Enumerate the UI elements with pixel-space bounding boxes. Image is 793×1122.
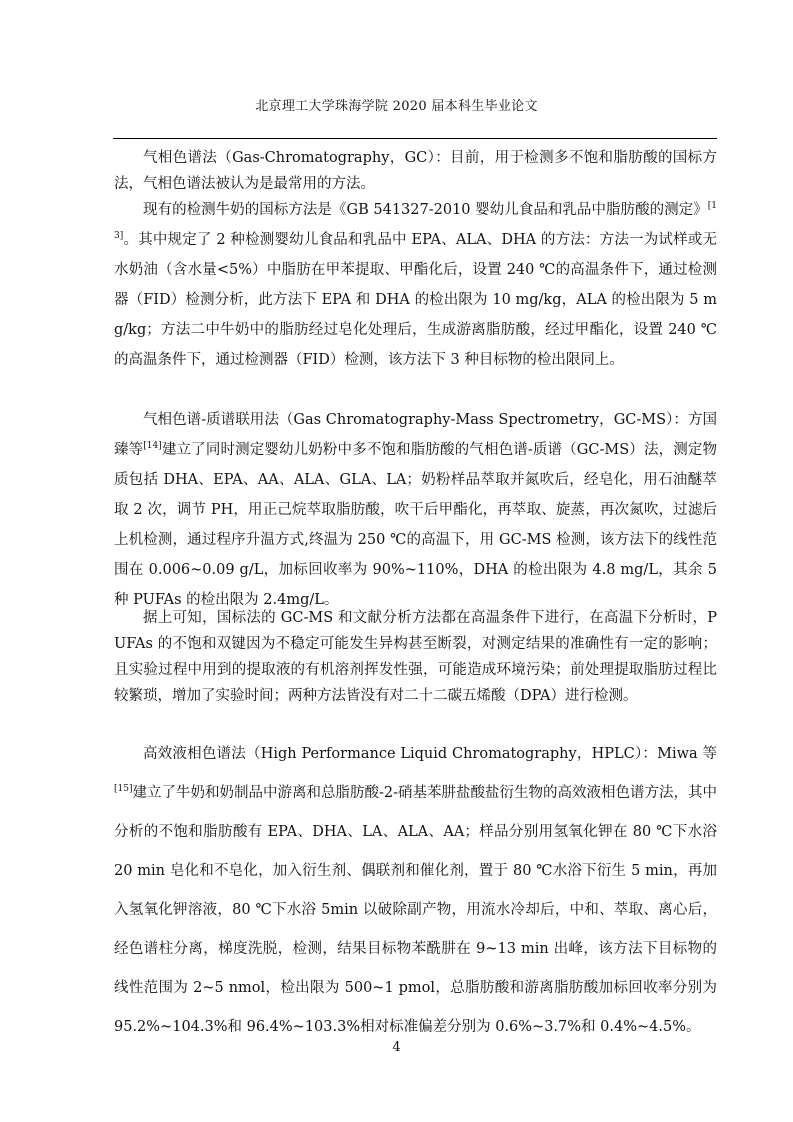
paragraph-hplc-method <box>114 735 717 1047</box>
paragraph-text-b: 。其中规定了 2 种检测婴幼儿食品和乳品中 EPA、ALA、DHA 的方法：方法一为试样或无水奶油（含水量<5%）中脂肪在甲苯提取、甲酯化后，设置 240 ℃的高温条件下，通过检测器（FID）检测分析，此方法下 EPA 和 DHA 的检出限为 10 mg/kg，ALA 的检出限为 5 mg/kg；方法二中牛奶中的脂肪经过皂化处理后，生成游离脂肪酸，经过甲酯化，设置 240 ℃的高温条件下，通过检测器（FID）检测，该方法下 3 种目标物的检出限同上。 <box>114 232 717 368</box>
citation-ref: [13] <box>114 201 717 242</box>
paragraph-gc-ms-method <box>114 405 717 615</box>
citation-ref: [15] <box>114 784 133 795</box>
running-header: 北京理工大学珠海学院 2020 届本科生毕业论文 <box>255 99 538 114</box>
paragraph-gc-method: 气相色谱法（Gas-Chromatography，GC）：目前，用于检测多不饱和脂肪酸的国标方法，气相色谱法被认为是最常用的方法。 <box>114 150 717 192</box>
page-number: 4 <box>392 1040 401 1055</box>
paragraph-analysis-summary: 据上可知，国标法的 GC-MS 和文献分析方法都在高温条件下进行，在高温下分析时，PUFAs 的不饱和双键因为不稳定可能发生异构甚至断裂，对测定结果的准确性有一定的影响；且实验过程中用到的提取液的有机溶剂挥发性强，可能造成环境污染；前处理提取脂肪过程比较繁琐，增加了实验时间；两种方法皆没有对二十二碳五烯酸（DPA）进行检测。 <box>114 610 717 704</box>
header-rule <box>113 138 717 139</box>
citation-ref: [14] <box>143 441 162 452</box>
paragraph-text-a: 气相色谱-质谱联用法（Gas Chromatography-Mass Spectrometry，GC-MS）：方国臻等 <box>114 412 717 458</box>
paragraph-text-a: 高效液相色谱法（High Performance Liquid Chromatography，HPLC）：Miwa 等 <box>143 746 717 762</box>
paragraph-national-standard <box>114 195 717 375</box>
paragraph-text-b: 建立了同时测定婴幼儿奶粉中多不饱和脂肪酸的气相色谱-质谱（GC-MS）法，测定物质包括 DHA、EPA、AA、ALA、GLA、LA；奶粉样品萃取并氮吹后，经皂化，用石油醚萃取 2 次，调节 PH，用正己烷萃取脂肪酸，吹干后甲酯化，再萃取、旋蒸，再次氮吹，过滤后上机检测，通过程序升温方式,终温为 250 ℃的高温下，用 GC-MS 检测，该方法下的线性范围在 0.006~0.09 g/L，加标回收率为 90%~110%，DHA 的检出限为 4.8 mg/L，其余 5 种 PUFAs 的检出限为 2.4mg/L。 <box>114 442 717 608</box>
paragraph-text-b: 建立了牛奶和奶制品中游离和总脂肪酸-2-硝基苯肼盐酸盐衍生物的高效液相色谱方法，其中分析的不饱和脂肪酸有 EPA、DHA、LA、ALA、AA；样品分别用氢氧化钾在 80 ℃下水浴 20 min 皂化和不皂化，加入衍生剂、偶联剂和催化剂，置于 80 ℃水浴下衍生 5 min，再加入氢氧化钾溶液，80 ℃下水浴 5min 以破除副产物，用流水冷却后，中和、萃取、离心后，经色谱柱分离，梯度洗脱，检测，结果目标物苯酰肼在 9~13 min 出峰，该方法下目标物的线性范围为 2~5 nmol，检出限为 500~1 pmol，总脂肪酸和游离脂肪酸加标回收率分别为 95.2%~104.3%和 96.4%~103.3%相对标准偏差分别为 0.6%~3.7%和 0.4%~4.5%。 <box>114 785 718 1035</box>
paragraph-text-a: 现有的检测牛奶的国标方法是《GB 541327-2010 婴幼儿食品和乳品中脂肪酸的测定》 <box>143 202 708 218</box>
